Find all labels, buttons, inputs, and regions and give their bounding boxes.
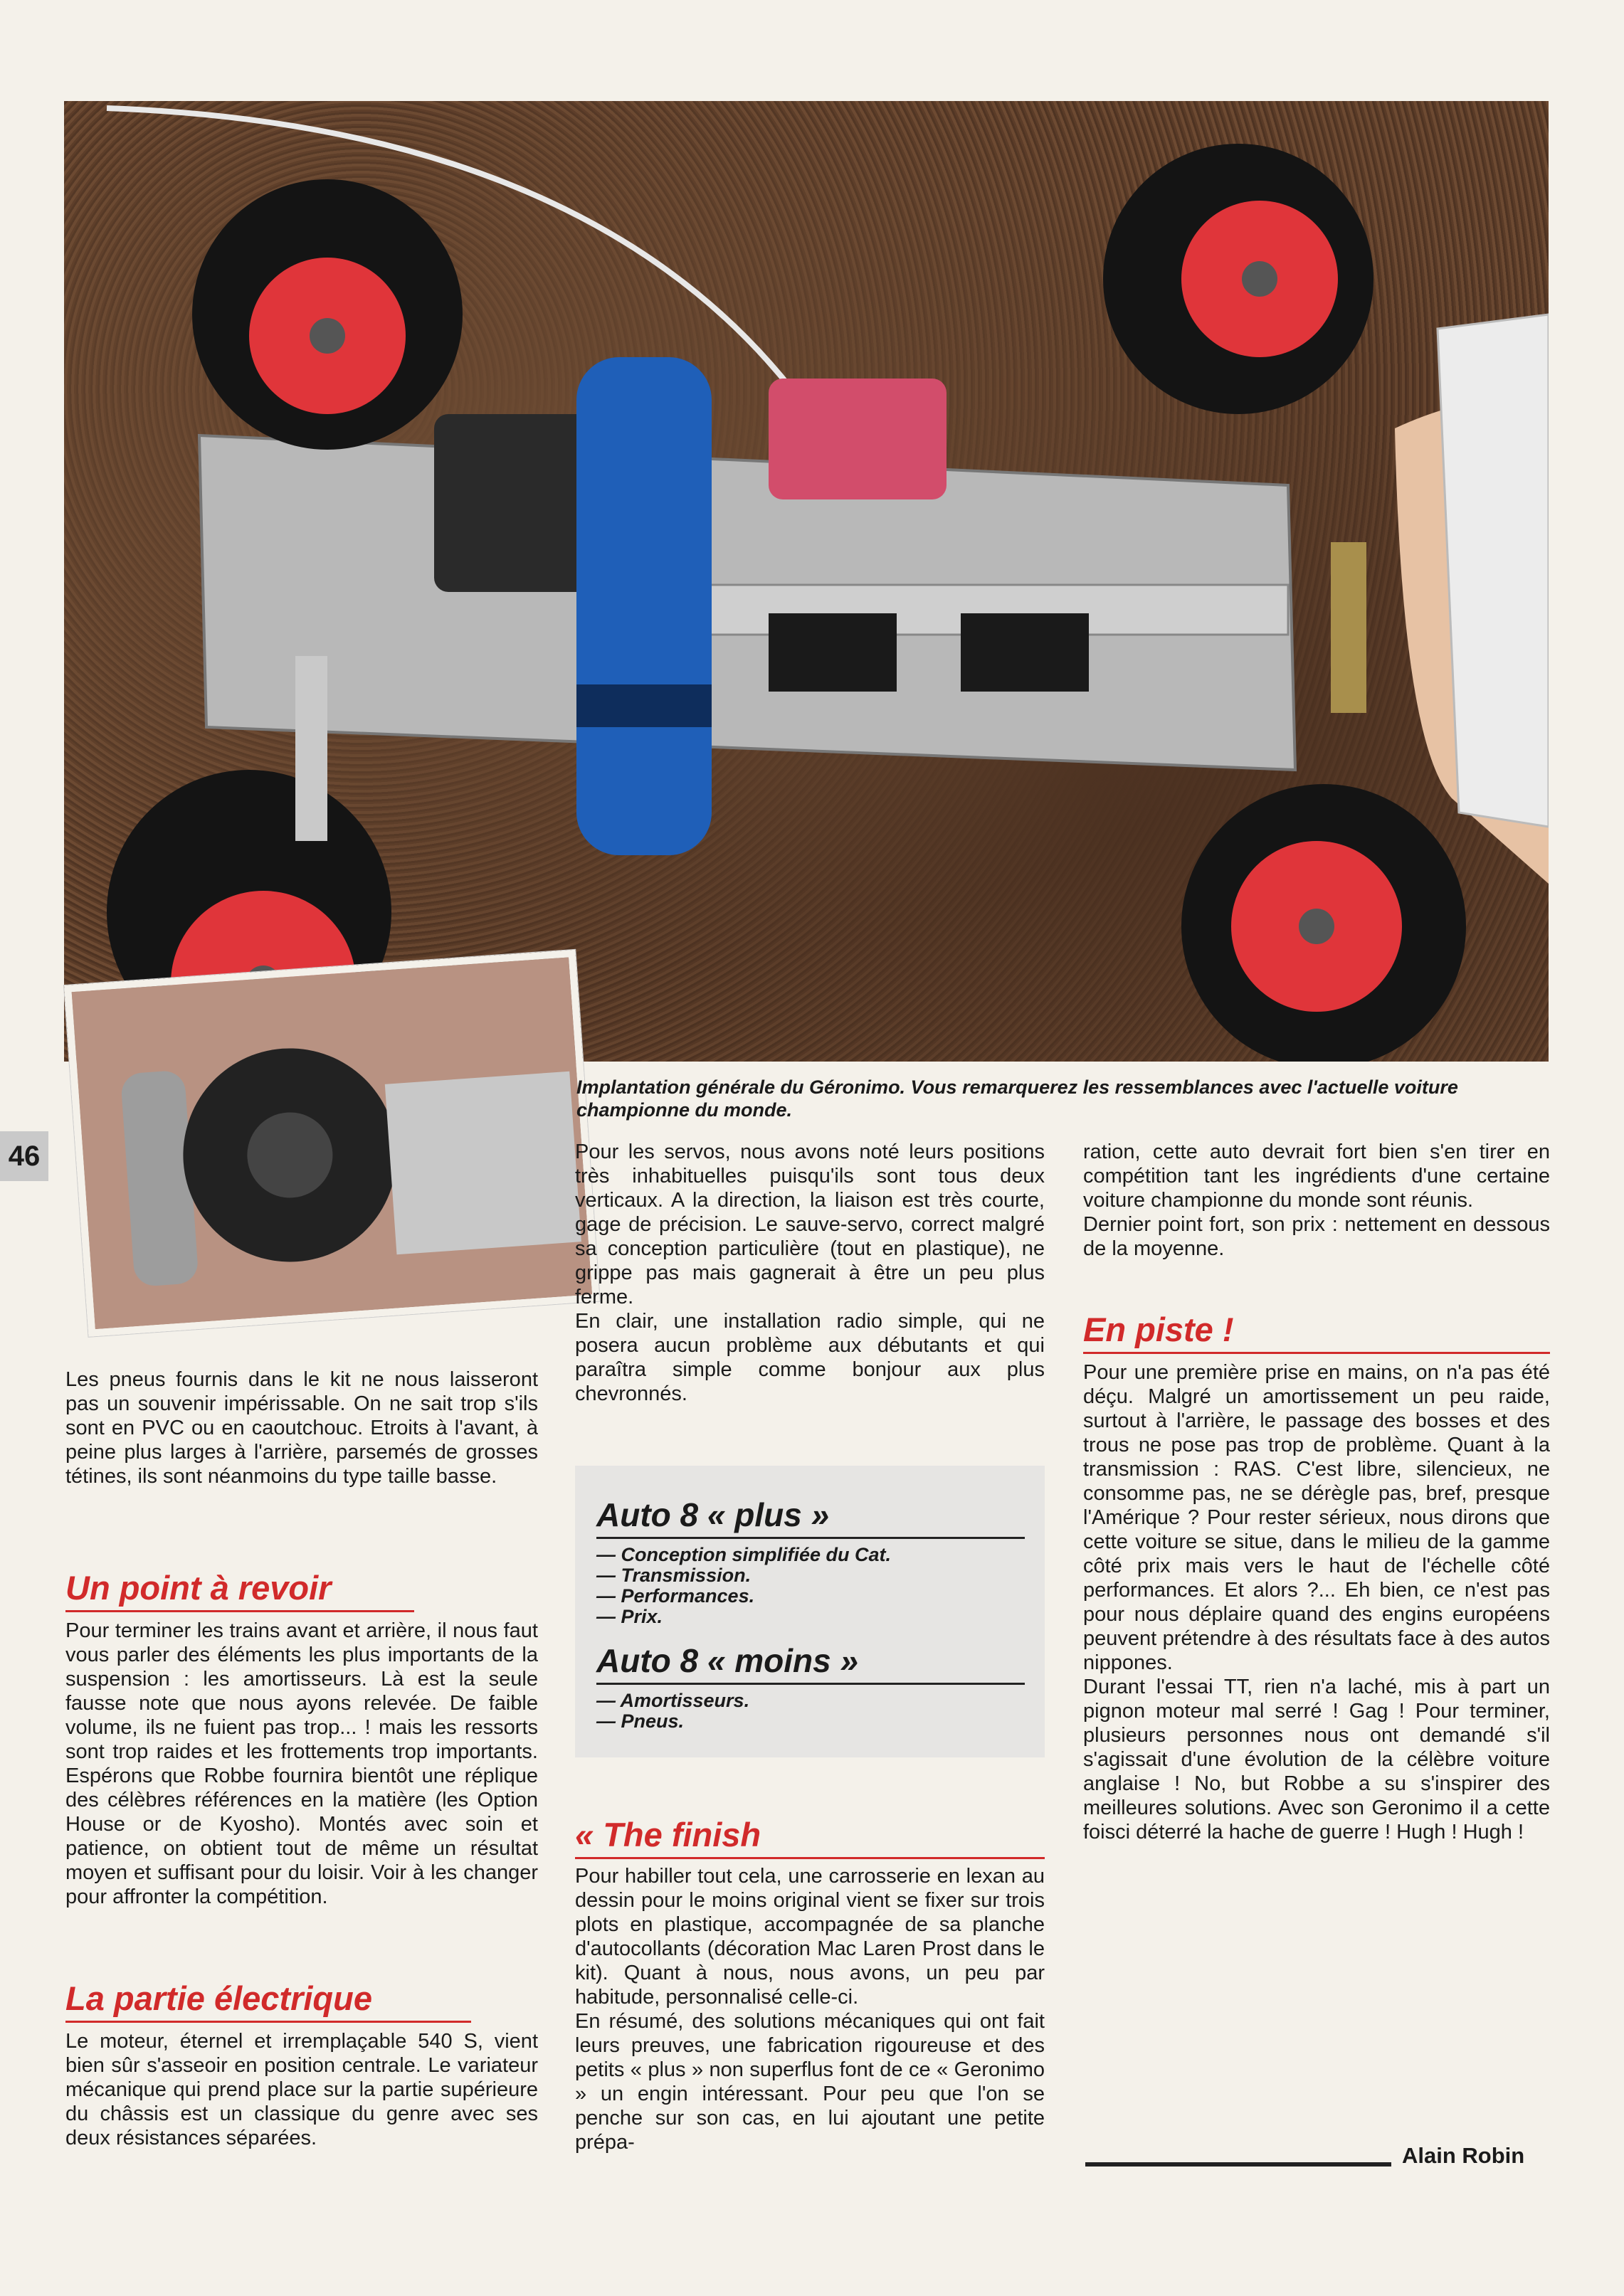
photo-caption: Implantation générale du Géronimo. Vous remarquerez les ressemblances avec l'actuelle voiture championne du monde. [576, 1076, 1458, 1121]
suspension-paragraph: Pour terminer les trains avant et arrière, il nous faut vous parler des éléments les plus importants de la suspension : les amortisseurs. Là est la seule fausse note que nous ayons relevée. De faible volume, ils ne fuient pas trop... ! mais les ressorts sont trop raides et les frottements trop importants. Espérons que Robbe fournira bientôt une réplique des célèbres références en la matière (les Option House or de Kyosho). Montés avec soin et patience, on obtient tout de même un résultat moyen et suffisant pour du loisir. Voir à les changer pour affronter la compétition. [65, 1619, 538, 1908]
test-paragraph: Durant l'essai TT, rien n'a laché, mis à part un pignon moteur mal serré ! Gag ! Pour terminer, plusieurs personnes nous ont demandé s'il s'agissait d'une évolution de la célèbre voiture anglaise ! No, but Robbe a su s'inspirer des meilleures solutions. Avec son Geronimo il a cette foisci déterré la hache de guerre ! Hugh ! Hugh ! [1083, 1676, 1550, 1843]
radio-paragraph: En clair, une installation radio simple, qui ne posera aucun problème aux débutants et qui paraîtra simple comme bonjour aux plus chevronnés. [575, 1310, 1045, 1405]
moins-item: — Amortisseurs. [596, 1690, 750, 1711]
main-photo-rc-buggy [64, 101, 1549, 1062]
column-2-bottom [575, 1864, 1045, 2154]
plus-title: Auto 8 « plus » [596, 1496, 1025, 1539]
page-number: 46 [0, 1131, 48, 1181]
plus-item: — Conception simplifiée du Cat. [596, 1544, 892, 1565]
signature-rule [1085, 2162, 1391, 2167]
heading-partie-electrique: La partie électrique [65, 1979, 471, 2023]
plus-item: — Performances. [596, 1585, 755, 1607]
author-name: Alain Robin [1402, 2143, 1525, 2168]
plus-moins-box [575, 1466, 1045, 1757]
moins-item: — Pneus. [596, 1710, 685, 1732]
column-2-top [575, 1140, 1045, 1406]
track-paragraph: Pour une première prise en mains, on n'a pas été déçu. Malgré un amortissement un peu raide, surtout à l'arrière, le passage des bosses et des trous ne pose pas trop de problème. Quant à la transmission : RAS. C'est libre, silencieux, ne consomme pas, ne se dérègle pas, bref, presque l'Amérique ? Pour rester sérieux, nous dirons que cette voiture se situe, dans le milieu de la gamme côté prix mais vers le haut de l'échelle côté performances. Et alors ?... Eh bien, ce n'est pas pour nous déplaire quand des engins européens peuvent prétendre à des résultats face à des autos nippones. [1083, 1361, 1550, 1674]
column-1 [65, 1367, 538, 1488]
price-paragraph: Dernier point fort, son prix : nettement en dessous de la moyenne. [1083, 1213, 1550, 1260]
heading-the-finish: « The finish [575, 1816, 1045, 1859]
body-paragraph: Pour habiller tout cela, une carrosserie en lexan au dessin pour le moins original vient se fixer sur trois plots en plastique, accompagnée de sa planche d'autocollants (décoration Mac Laren Prost dans le kit). Quant à nous, nous avons, un peu par habitude, personnalisé celle-ci. [575, 1865, 1045, 2009]
heading-point-a-revoir: Un point à revoir [65, 1569, 414, 1612]
column-3-bottom [1083, 1360, 1550, 1844]
moins-list [596, 1691, 1025, 1732]
plus-item: — Prix. [596, 1606, 663, 1627]
inset-photo-gearbox [64, 950, 600, 1337]
preparation-paragraph: ration, cette auto devrait fort bien s'en tirer en compétition tant les ingrédients d'une certaine voiture championne du monde sont réunis. [1083, 1141, 1550, 1212]
moins-title: Auto 8 « moins » [596, 1641, 1025, 1685]
plus-list [596, 1545, 1025, 1627]
summary-paragraph: En résumé, des solutions mécaniques qui ont fait leurs preuves, une fabrication rigoureuse et des petits « plus » non superflus font de ce « Geronimo » un engin intéressant. Pour peu que l'on se penche sur son cas, en lui ajoutant une petite prépa- [575, 2010, 1045, 2154]
servos-paragraph: Pour les servos, nous avons noté leurs positions très inhabituelles puisqu'ils sont tous deux verticaux. A la direction, la liaison est très courte, gage de précision. Le sauve-servo, correct malgré sa conception particulière (tout en plastique), ne grippe pas mais gagnerait à être un peu plus ferme. [575, 1141, 1045, 1308]
tires-paragraph: Les pneus fournis dans le kit ne nous laisseront pas un souvenir impérissable. On ne sait trop s'ils sont en PVC ou en caoutchouc. Etroits à l'avant, à peine plus larges à l'arrière, parsemés de grosses tétines, ils sont néanmoins du type taille basse. [65, 1368, 538, 1488]
electrical-paragraph: Le moteur, éternel et irremplaçable 540 S, vient bien sûr s'asseoir en position centrale. Le variateur mécanique qui prend place sur la partie supérieure du châssis est un classique du genre avec ses deux résistances séparées. [65, 2030, 538, 2149]
column-3-top [1083, 1140, 1550, 1261]
plus-item: — Transmission. [596, 1565, 752, 1586]
heading-en-piste: En piste ! [1083, 1311, 1550, 1354]
